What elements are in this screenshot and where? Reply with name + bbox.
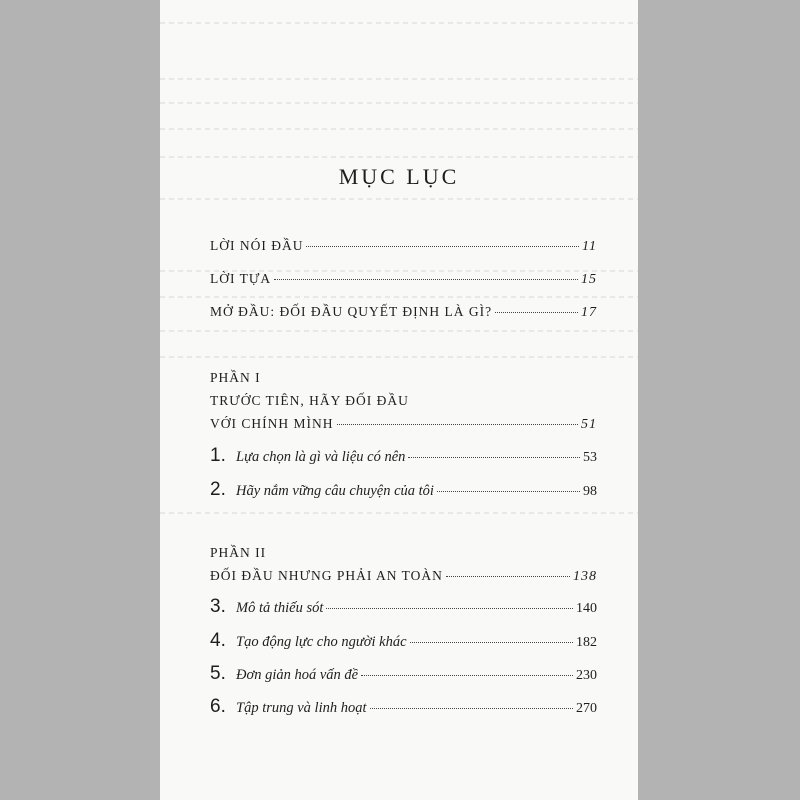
bleed-through-line	[160, 296, 638, 298]
toc-page-number: 51	[581, 417, 597, 432]
toc-entry-label: Hãy nắm vững câu chuyện của tôi	[236, 483, 434, 499]
chapter-number: 1.	[210, 445, 226, 466]
toc-entry-chapter-3[interactable]	[210, 596, 597, 618]
toc-entry-introduction[interactable]	[210, 304, 597, 321]
toc-entry-label: Tạo động lực cho người khác	[236, 634, 407, 650]
toc-page-number: 182	[576, 635, 597, 650]
toc-entry-part-2[interactable]	[210, 568, 597, 585]
bleed-through-line	[160, 156, 638, 158]
toc-entry-foreword[interactable]	[210, 238, 597, 255]
toc-entry-label: LỜI NÓI ĐẦU	[210, 238, 304, 253]
leader-dots	[361, 675, 573, 676]
toc-page-number: 17	[581, 305, 597, 320]
leader-dots	[274, 279, 578, 280]
toc-entry-chapter-6[interactable]	[210, 696, 597, 718]
toc-entry-preface[interactable]	[210, 271, 597, 288]
part-1-title-line1: TRƯỚC TIÊN, HÃY ĐỐI ĐẦU	[210, 393, 409, 408]
toc-entry-chapter-1[interactable]	[210, 445, 597, 467]
toc-entry-part-1[interactable]	[210, 416, 597, 433]
toc-page-number: 138	[573, 569, 597, 584]
leader-dots	[437, 491, 580, 492]
bleed-through-line	[160, 512, 638, 514]
leader-dots	[408, 457, 580, 458]
bleed-through-line	[160, 22, 638, 24]
toc-page-number: 270	[576, 701, 597, 716]
part-2-heading: PHẦN II	[210, 545, 267, 560]
toc-entry-label: Lựa chọn là gì và liệu có nên	[236, 449, 406, 465]
leader-dots	[495, 312, 578, 313]
toc-entry-chapter-4[interactable]	[210, 630, 597, 652]
bleed-through-line	[160, 198, 638, 200]
toc-page-number: 15	[581, 272, 597, 287]
toc-entry-label: Đơn giản hoá vấn đề	[236, 667, 359, 683]
bleed-through-line	[160, 330, 638, 332]
leader-dots	[337, 424, 579, 425]
toc-entry-label: MỞ ĐẦU: ĐỐI ĐẦU QUYẾT ĐỊNH LÀ GÌ?	[210, 304, 493, 319]
bleed-through-line	[160, 128, 638, 130]
toc-entry-label: Mô tả thiếu sót	[236, 600, 324, 616]
toc-page-number: 53	[583, 450, 597, 465]
toc-page-number: 98	[583, 484, 597, 499]
toc-entry-label: ĐỐI ĐẦU NHƯNG PHẢI AN TOÀN	[210, 568, 443, 583]
toc-page-number: 230	[576, 668, 597, 683]
book-page	[160, 0, 638, 800]
leader-dots	[326, 608, 573, 609]
chapter-number: 3.	[210, 596, 226, 617]
toc-title: MỤC LỤC	[338, 164, 460, 189]
toc-entry-label: Tập trung và linh hoạt	[236, 700, 367, 716]
leader-dots	[370, 708, 573, 709]
chapter-number: 4.	[210, 630, 226, 651]
toc-page-number: 11	[582, 239, 597, 254]
toc-page-number: 140	[576, 601, 597, 616]
bleed-through-line	[160, 356, 638, 358]
bleed-through-line	[160, 78, 638, 80]
toc-entry-chapter-2[interactable]	[210, 479, 597, 501]
chapter-number: 5.	[210, 663, 226, 684]
part-1-heading: PHẦN I	[210, 370, 261, 385]
leader-dots	[306, 246, 579, 247]
chapter-number: 2.	[210, 479, 226, 500]
leader-dots	[410, 642, 573, 643]
toc-entry-chapter-5[interactable]	[210, 663, 597, 685]
toc-entry-label: LỜI TỰA	[210, 271, 272, 286]
leader-dots	[446, 576, 570, 577]
chapter-number: 6.	[210, 696, 226, 717]
bleed-through-line	[160, 102, 638, 104]
toc-entry-label: VỚI CHÍNH MÌNH	[210, 416, 334, 431]
